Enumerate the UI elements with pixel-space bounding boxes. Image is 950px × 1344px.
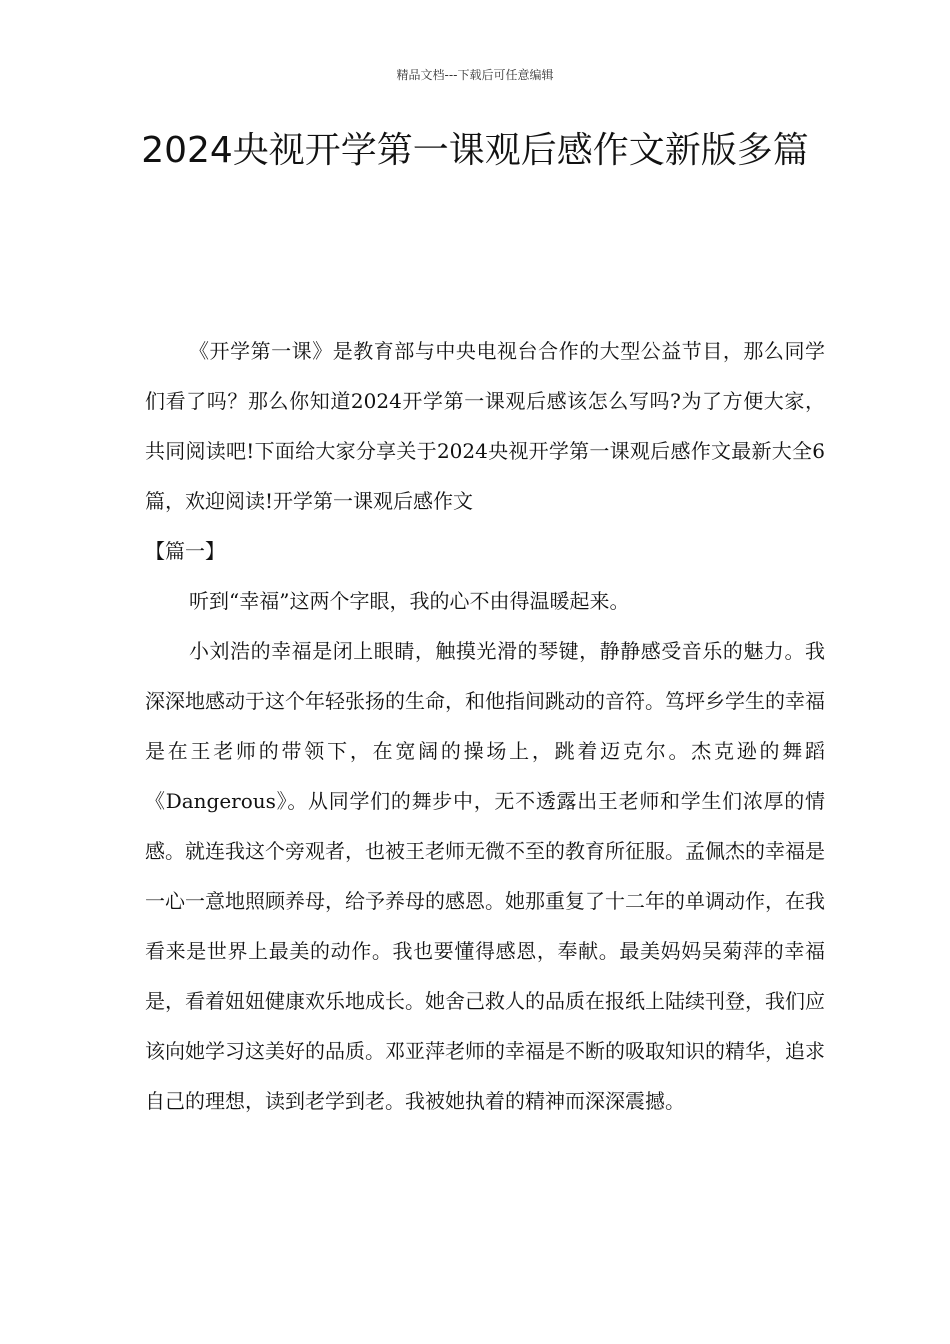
document-title: 2024央视开学第一课观后感作文新版多篇 (141, 130, 809, 171)
body-paragraph: 听到“幸福”这两个字眼，我的心不由得温暖起来。 (189, 589, 630, 613)
intro-paragraph: 《开学第一课》是教育部与中央电视台合作的大型公益节目，那么同学们看了吗？那么你知道2024开学第一课观后感该怎么写吗?为了方便大家，共同阅读吧!下面给大家分享关于2024央视开学第一课观后感作文最新大全6篇，欢迎阅读!开学第一课观后感作文 (145, 339, 825, 513)
document-body (145, 326, 825, 1126)
page-header-note: 精品文档---下载后可任意编辑 (396, 68, 554, 82)
body-paragraph: 小刘浩的幸福是闭上眼睛，触摸光滑的琴键，静静感受音乐的魅力。我深深地感动于这个年轻张扬的生命，和他指间跳动的音符。笃坪乡学生的幸福是在王老师的带领下，在宽阔的操场上，跳着迈克尔。杰克逊的舞蹈《Dangerous》。从同学们的舞步中，无不透露出王老师和学生们浓厚的情感。就连我这个旁观者，也被王老师无微不至的教育所征服。孟佩杰的幸福是一心一意地照顾养母，给予养母的感恩。她那重复了十二年的单调动作，在我看来是世界上最美的动作。我也要懂得感恩，奉献。最美妈妈吴菊萍的幸福是，看着妞妞健康欢乐地成长。她舍己救人的品质在报纸上陆续刊登，我们应该向她学习这美好的品质。邓亚萍老师的幸福是不断的吸取知识的精华，追求自己的理想，读到老学到老。我被她执着的精神而深深震撼。 (145, 639, 825, 1113)
section-heading: 【篇一】 (145, 539, 225, 563)
